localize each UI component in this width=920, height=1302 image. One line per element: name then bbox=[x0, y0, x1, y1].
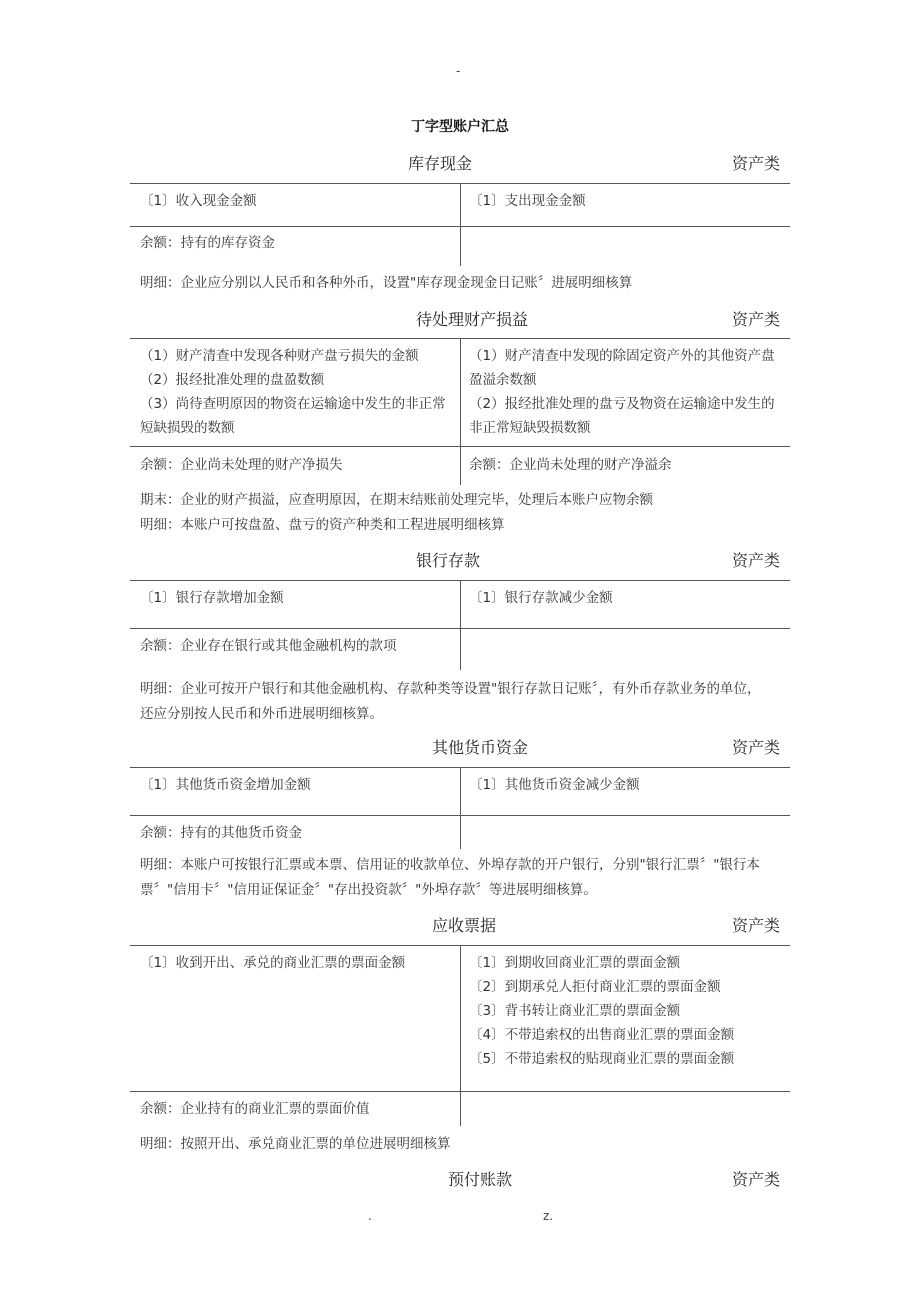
t-balance-line bbox=[130, 628, 790, 629]
debit-entry: （1）财产清查中发现各种财产盘亏损失的金额 bbox=[140, 348, 419, 364]
debit-balance: 余额：企业尚未处理的财产净损失 bbox=[140, 457, 343, 473]
credit-entry: 非正常短缺毁损数额 bbox=[469, 420, 591, 436]
t-center-line bbox=[460, 338, 461, 485]
t-balance-line bbox=[130, 815, 790, 816]
credit-entry: 盈溢余数额 bbox=[469, 372, 537, 388]
credit-entry: 〔1〕其他货币资金减少金额 bbox=[469, 777, 640, 793]
account-title: 应收票据 bbox=[432, 916, 497, 935]
account-title: 其他货币资金 bbox=[432, 738, 529, 757]
t-balance-line bbox=[130, 1091, 790, 1092]
footer-left-mark: . bbox=[368, 1209, 372, 1223]
debit-entry: （3）尚待查明原因的物资在运输途中发生的非正常 bbox=[140, 396, 446, 412]
credit-entry: 〔2〕到期承兑人拒付商业汇票的票面金额 bbox=[469, 979, 721, 995]
account-category: 资产类 bbox=[732, 551, 781, 570]
account-note: 明细：企业应分别以人民币和各种外币，设置"库存现金现金日记账〞进展明细核算 bbox=[140, 275, 633, 291]
account-title: 预付账款 bbox=[448, 1170, 513, 1189]
t-balance-line bbox=[130, 446, 790, 447]
credit-entry: （2）报经批准处理的盘亏及物资在运输途中发生的 bbox=[469, 396, 775, 412]
account-note: 期末：企业的财产损溢，应查明原因，在期末结账前处理完毕，处理后本账户应物余额 bbox=[140, 492, 653, 508]
account-category: 资产类 bbox=[732, 738, 781, 757]
debit-entry: 〔1〕收到开出、承兑的商业汇票的票面金额 bbox=[140, 955, 406, 971]
account-note: 明细：企业可按开户银行和其他金融机构、存款种类等设置"银行存款日记账〞，有外币存款业务的单位， bbox=[140, 681, 761, 697]
account-category: 资产类 bbox=[732, 310, 781, 329]
t-center-line bbox=[460, 183, 461, 266]
debit-balance: 余额：持有的其他货币资金 bbox=[140, 825, 302, 841]
credit-entry: 〔1〕支出现金金额 bbox=[469, 193, 586, 209]
account-note: 票〞"信用卡〞"信用证保证金〞"存出投资款〞"外埠存款〞等进展明细核算。 bbox=[140, 882, 597, 898]
t-balance-line bbox=[130, 226, 790, 227]
debit-entry: （2）报经批准处理的盘盈数额 bbox=[140, 372, 325, 388]
credit-balance: 余额：企业尚未处理的财产净溢余 bbox=[469, 457, 672, 473]
account-note: 明细：本账户可按银行汇票或本票、信用证的收款单位、外埠存款的开户银行，分别"银行汇票〞"银行本 bbox=[140, 857, 760, 873]
t-center-line bbox=[460, 580, 461, 670]
debit-entry: 〔1〕银行存款增加金额 bbox=[140, 590, 284, 606]
debit-entry: 〔1〕收入现金金额 bbox=[140, 193, 257, 209]
account-category: 资产类 bbox=[732, 1170, 781, 1189]
account-note: 还应分别按人民币和外币进展明细核算。 bbox=[140, 706, 383, 722]
debit-entry: 〔1〕其他货币资金增加金额 bbox=[140, 777, 311, 793]
header-mark: - bbox=[456, 64, 461, 78]
debit-balance: 余额：企业存在银行或其他金融机构的款项 bbox=[140, 638, 397, 654]
debit-balance: 余额：持有的库存资金 bbox=[140, 235, 275, 251]
debit-entry: 短缺损毁的数额 bbox=[140, 420, 235, 436]
credit-entry: 〔1〕银行存款减少金额 bbox=[469, 590, 613, 606]
credit-entry: 〔1〕到期收回商业汇票的票面金额 bbox=[469, 955, 681, 971]
account-category: 资产类 bbox=[732, 154, 781, 173]
account-title: 待处理财产损益 bbox=[416, 310, 529, 329]
account-note: 明细：本账户可按盘盈、盘亏的资产种类和工程进展明细核算 bbox=[140, 517, 505, 533]
account-note: 明细：按照开出、承兑商业汇票的单位进展明细核算 bbox=[140, 1136, 451, 1152]
t-center-line bbox=[460, 945, 461, 1126]
account-title: 银行存款 bbox=[416, 551, 481, 570]
account-category: 资产类 bbox=[732, 916, 781, 935]
account-title: 库存现金 bbox=[408, 154, 473, 173]
credit-entry: 〔5〕不带追索权的贴现商业汇票的票面金额 bbox=[469, 1051, 735, 1067]
footer-right-mark: z. bbox=[543, 1209, 554, 1223]
debit-balance: 余额：企业持有的商业汇票的票面价值 bbox=[140, 1101, 370, 1117]
document-title: 丁字型账户汇总 bbox=[411, 119, 509, 135]
credit-entry: 〔3〕背书转让商业汇票的票面金额 bbox=[469, 1003, 681, 1019]
t-center-line bbox=[460, 767, 461, 849]
credit-entry: （1）财产清查中发现的除固定资产外的其他资产盘 bbox=[469, 348, 775, 364]
credit-entry: 〔4〕不带追索权的出售商业汇票的票面金额 bbox=[469, 1027, 735, 1043]
